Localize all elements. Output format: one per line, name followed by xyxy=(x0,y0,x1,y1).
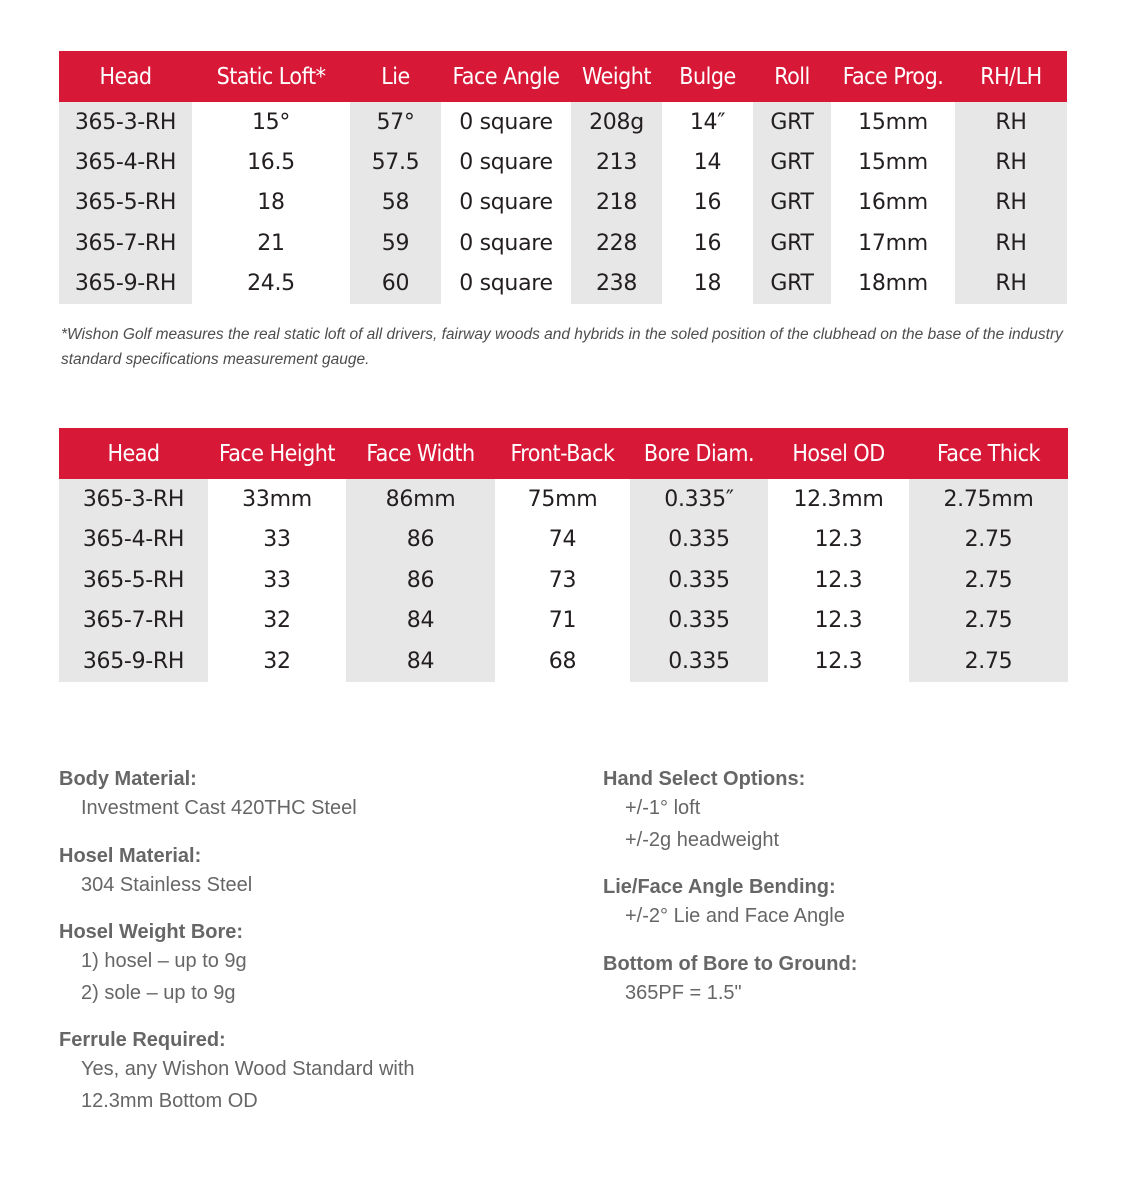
table-cell: GRT xyxy=(753,102,831,142)
table-cell: 2.75 xyxy=(909,520,1068,561)
table-cell: 365-4-RH xyxy=(59,520,208,561)
table-row xyxy=(59,142,1067,182)
spec-label: Hosel Weight Bore: xyxy=(59,921,244,943)
table-cell: RH xyxy=(955,264,1067,304)
table-cell: GRT xyxy=(753,223,831,263)
col-face-width: Face Width xyxy=(346,428,495,479)
table-cell: 0 square xyxy=(459,150,553,176)
table-row xyxy=(59,560,1068,601)
table-cell: 57.5 xyxy=(350,142,441,182)
dimension-spec-table xyxy=(59,428,1068,682)
table-cell: 84 xyxy=(346,641,495,682)
table-cell: GRT xyxy=(753,264,831,304)
table-cell: 0.335 xyxy=(630,560,768,601)
table-cell: 365-3-RH xyxy=(59,479,208,520)
table-row xyxy=(59,479,1068,520)
table-cell: 32 xyxy=(263,648,291,674)
table-cell: 213 xyxy=(571,142,662,182)
spec-label: Hosel Material: xyxy=(59,844,202,867)
table-cell: 228 xyxy=(571,223,662,263)
spec-value: 2) sole – up to 9g xyxy=(81,981,236,1004)
table-cell: 365-7-RH xyxy=(59,223,192,263)
table-cell: GRT xyxy=(753,142,831,182)
table-cell: 16 xyxy=(693,190,722,216)
table-cell: 0 square xyxy=(459,109,553,135)
spec-label: Lie/Face Angle Bending: xyxy=(603,876,836,898)
col-face-prog: Face Prog. xyxy=(831,51,955,102)
col-front-back: Front-Back xyxy=(495,428,630,479)
table-row xyxy=(59,264,1067,304)
table-cell: 218 xyxy=(571,183,662,223)
table-cell: 16 xyxy=(693,230,722,256)
table-cell: 58 xyxy=(350,183,441,223)
col-static-loft: Static Loft* xyxy=(192,51,350,102)
table-cell: 17mm xyxy=(858,230,928,256)
spec-value: 365PF = 1.5" xyxy=(625,981,742,1004)
table-cell: RH xyxy=(955,142,1067,182)
spec-label: Hand Select Options: xyxy=(603,768,806,790)
table-cell: 238 xyxy=(571,264,662,304)
col-lie: Lie xyxy=(350,51,441,102)
table-cell: 33mm xyxy=(242,486,312,512)
spec-value: Yes, any Wishon Wood Standard with xyxy=(81,1058,415,1080)
col-roll: Roll xyxy=(753,51,831,102)
table-cell: 18mm xyxy=(858,271,928,297)
material-specs-left xyxy=(59,765,415,1117)
table-cell: 208g xyxy=(571,102,662,142)
spec-value: 304 Stainless Steel xyxy=(81,873,253,896)
table-cell: 59 xyxy=(350,223,441,263)
spec-label: Bottom of Bore to Ground: xyxy=(603,952,858,975)
table-row xyxy=(59,601,1068,642)
table-cell: 14 xyxy=(693,150,722,176)
table-cell: 2.75 xyxy=(909,641,1068,682)
table-cell: 18 xyxy=(257,190,285,216)
table-cell: 18 xyxy=(693,271,722,297)
table-cell: 12.3 xyxy=(814,567,863,593)
table-cell: 84 xyxy=(346,601,495,642)
spec-value: 1) hosel – up to 9g xyxy=(81,950,247,972)
table-cell: 16.5 xyxy=(247,150,295,176)
table-cell: 0 square xyxy=(459,271,553,297)
table-cell: 86mm xyxy=(346,479,495,520)
table-cell: RH xyxy=(955,223,1067,263)
loft-lie-spec-table xyxy=(59,51,1067,304)
spec-value: Investment Cast 420THC Steel xyxy=(81,797,357,819)
loft-measurement-footnote: *Wishon Golf measures the real static loft of all drivers, fairway woods and hybrids in the soled position of the clubhead on the base of the industry standard specifications measurement gauge. xyxy=(61,326,1063,368)
material-specs-right xyxy=(603,765,857,1009)
table-cell: 57° xyxy=(350,102,441,142)
table-cell: 14″ xyxy=(689,109,726,135)
table-cell: 75mm xyxy=(527,486,598,512)
table-cell: 12.3mm xyxy=(793,486,884,512)
spec-value: 12.3mm Bottom OD xyxy=(81,1089,258,1112)
col-head: Head xyxy=(59,51,192,102)
table-cell: 0.335 xyxy=(630,520,768,561)
spec-label: Body Material: xyxy=(59,768,197,790)
col-weight: Weight xyxy=(571,51,662,102)
table-header-row xyxy=(59,51,1067,102)
table-cell: 12.3 xyxy=(814,527,863,553)
table-cell: 33 xyxy=(263,567,291,593)
table-cell: 365-4-RH xyxy=(59,142,192,182)
table-cell: 15mm xyxy=(858,109,928,135)
spec-value: +/-1° loft xyxy=(625,797,701,819)
col-face-thick: Face Thick xyxy=(909,428,1068,479)
col-bulge: Bulge xyxy=(662,51,753,102)
table-cell: 68 xyxy=(548,648,577,674)
table-cell: 0 square xyxy=(459,230,553,256)
table-cell: RH xyxy=(955,102,1067,142)
table-cell: 15° xyxy=(251,109,291,135)
table-cell: 0.335 xyxy=(630,601,768,642)
table-cell: 365-5-RH xyxy=(59,560,208,601)
table-cell: 21 xyxy=(257,230,285,256)
table-cell: 73 xyxy=(548,567,577,593)
table-cell: 71 xyxy=(548,608,577,634)
table-cell: 60 xyxy=(350,264,441,304)
table-cell: 12.3 xyxy=(814,648,863,674)
table-cell: GRT xyxy=(753,183,831,223)
table-cell: 0.335″ xyxy=(630,479,768,520)
spec-label: Ferrule Required: xyxy=(59,1029,226,1051)
col-hosel-od: Hosel OD xyxy=(768,428,909,479)
table-cell: 16mm xyxy=(858,190,928,216)
table-cell: 15mm xyxy=(858,150,928,176)
table-cell: 365-3-RH xyxy=(59,102,192,142)
table-cell: 365-5-RH xyxy=(59,183,192,223)
spec-value: +/-2° Lie and Face Angle xyxy=(625,905,845,927)
table-cell: RH xyxy=(955,183,1067,223)
table-cell: 12.3 xyxy=(814,608,863,634)
table-header-row xyxy=(59,428,1068,479)
table-cell: 365-9-RH xyxy=(59,641,208,682)
table-cell: 2.75mm xyxy=(909,479,1068,520)
table-row xyxy=(59,183,1067,223)
table-cell: 365-7-RH xyxy=(59,601,208,642)
table-cell: 32 xyxy=(263,608,291,634)
table-cell: 2.75 xyxy=(909,601,1068,642)
col-bore-diam: Bore Diam. xyxy=(630,428,768,479)
table-cell: 0 square xyxy=(459,190,553,216)
table-cell: 0.335 xyxy=(630,641,768,682)
col-head: Head xyxy=(59,428,208,479)
table-cell: 24.5 xyxy=(247,271,295,297)
table-cell: 33 xyxy=(263,527,291,553)
table-row xyxy=(59,223,1067,263)
table-row xyxy=(59,641,1068,682)
col-face-height: Face Height xyxy=(208,428,346,479)
table-row xyxy=(59,102,1067,142)
table-cell: 365-9-RH xyxy=(59,264,192,304)
col-rh-lh: RH/LH xyxy=(955,51,1067,102)
table-row xyxy=(59,520,1068,561)
table-cell: 86 xyxy=(346,560,495,601)
table-cell: 74 xyxy=(548,527,577,553)
table-cell: 2.75 xyxy=(909,560,1068,601)
table-cell: 86 xyxy=(346,520,495,561)
spec-value: +/-2g headweight xyxy=(625,828,780,851)
col-face-angle: Face Angle xyxy=(441,51,571,102)
